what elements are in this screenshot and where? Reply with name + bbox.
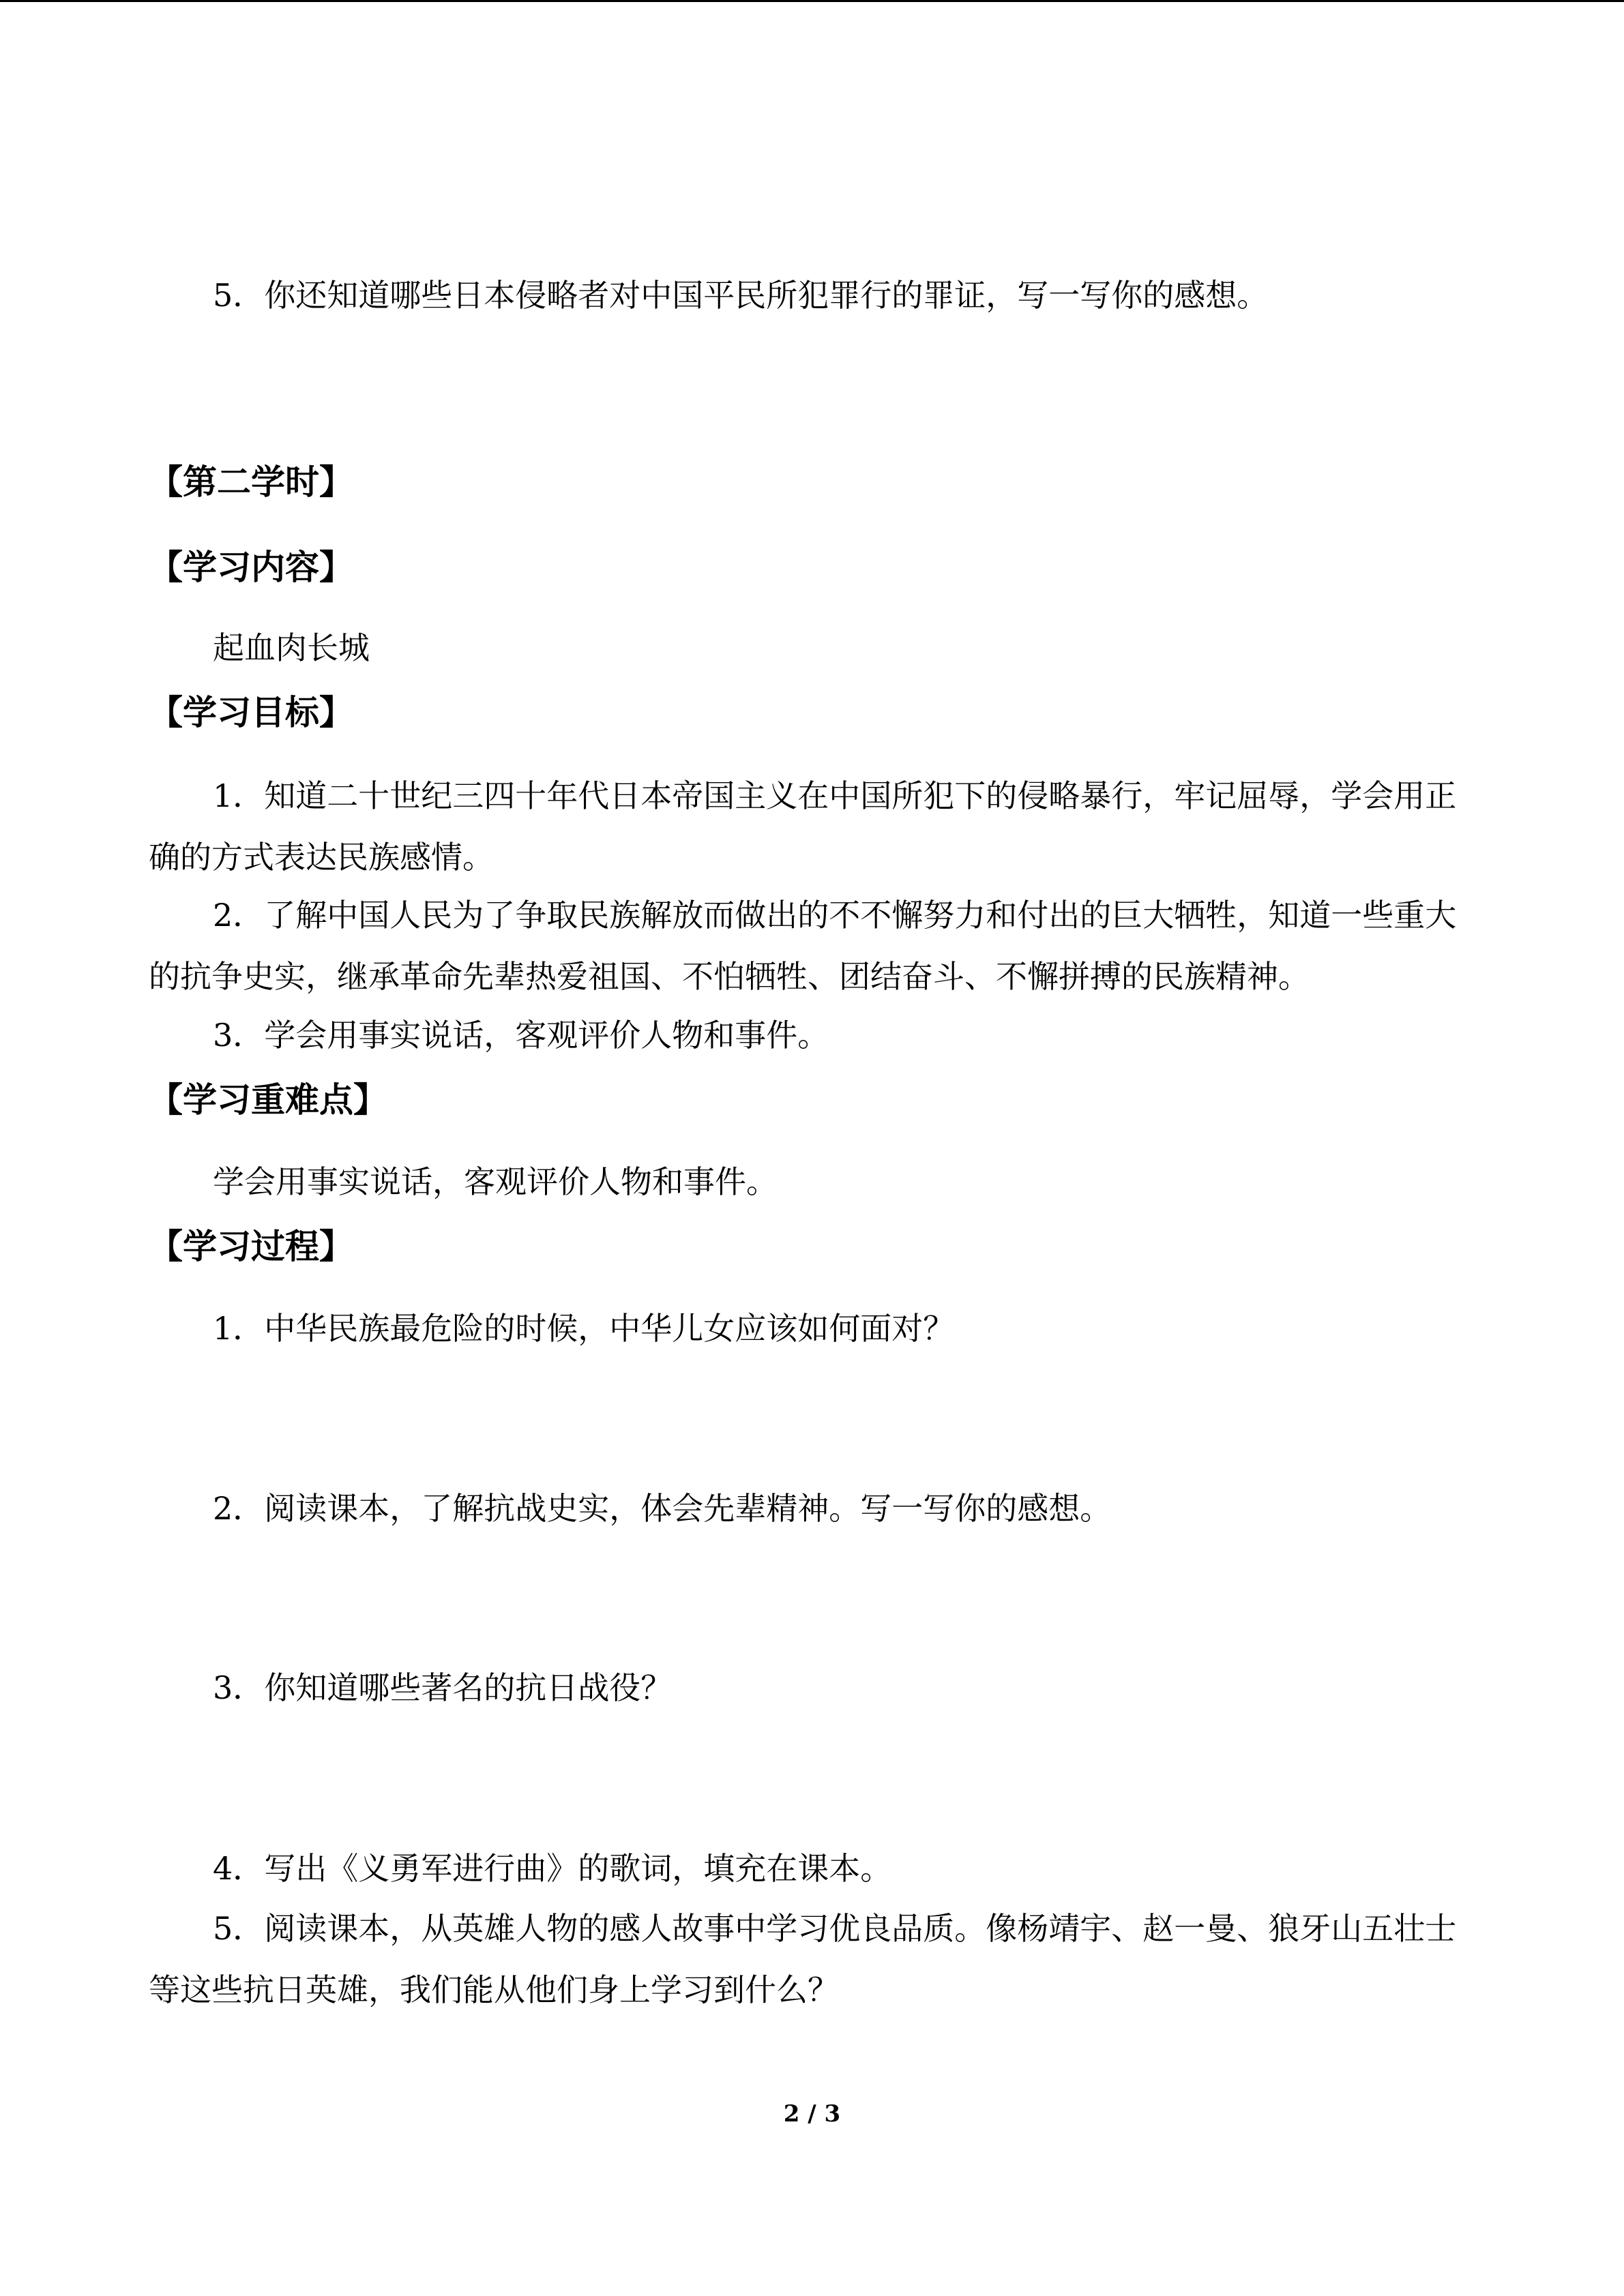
goal-item-3: 3．学会用事实说话，客观评价人物和事件。 bbox=[213, 1017, 829, 1054]
page-top-border bbox=[0, 0, 1624, 2]
process-item-2: 2．阅读课本，了解抗战史实，体会先辈精神。写一写你的感想。 bbox=[213, 1490, 1112, 1527]
heading-key-points: 【学习重难点】 bbox=[149, 1079, 387, 1120]
section-title-second-period: 【第二学时】 bbox=[149, 462, 353, 502]
heading-learning-content: 【学习内容】 bbox=[149, 547, 353, 587]
process-item-4: 4．写出《义勇军进行曲》的歌词，填充在课本。 bbox=[213, 1850, 892, 1887]
heading-learning-goals: 【学习目标】 bbox=[149, 692, 353, 732]
key-points-text: 学会用事实说话，客观评价人物和事件。 bbox=[213, 1163, 778, 1200]
page-number: 2 / 3 bbox=[783, 2100, 841, 2128]
process-item-3: 3．你知道哪些著名的抗日战役？ bbox=[213, 1669, 673, 1706]
item-5-crimes-evidence: 5．你还知道哪些日本侵略者对中国平民所犯罪行的罪证，写一写你的感想。 bbox=[213, 277, 1269, 314]
heading-learning-process: 【学习过程】 bbox=[149, 1226, 353, 1266]
goal-item-2: 2．了解中国人民为了争取民族解放而做出的不不懈努力和付出的巨大牺牲，知道一些重大的抗争史实，继承革命先辈热爱祖国、不怕牺牲、团结奋斗、不懈拼搏的民族精神。 bbox=[149, 897, 1457, 995]
learning-content-text: 起血肉长城 bbox=[213, 629, 370, 666]
process-item-5: 5．阅读课本，从英雄人物的感人故事中学习优良品质。像杨靖宇、赵一曼、狼牙山五壮士等这些抗日英雄，我们能从他们身上学习到什么？ bbox=[149, 1910, 1457, 2008]
goal-item-1: 1．知道二十世纪三四十年代日本帝国主义在中国所犯下的侵略暴行，牢记屈辱，学会用正确的方式表达民族感情。 bbox=[149, 777, 1457, 876]
process-item-1: 1．中华民族最危险的时候，中华儿女应该如何面对？ bbox=[213, 1310, 955, 1347]
